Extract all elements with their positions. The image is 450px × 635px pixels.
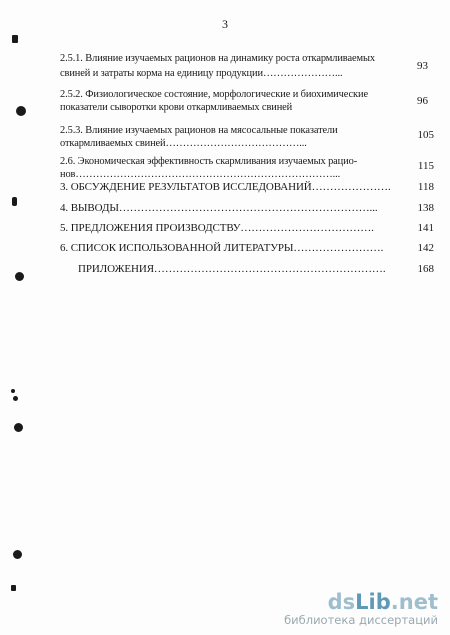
scan-mark — [13, 550, 22, 559]
toc-page-5: 141 — [417, 222, 434, 234]
toc-page-3: 118 — [417, 181, 434, 193]
toc-entry-2-5-1-line1: 2.5.1. Влияние изучаемых рационов на динамику роста откармливаемых — [60, 53, 375, 64]
toc-entry-3: 3. ОБСУЖДЕНИЕ РЕЗУЛЬТАТОВ ИССЛЕДОВАНИЙ…………………. — [60, 181, 391, 193]
toc-entry-2-5-1-line2: свиней и затраты корма на единицу продукции…………………... — [60, 68, 343, 79]
scan-mark — [13, 396, 18, 401]
watermark-tagline: библиотека диссертаций — [284, 613, 438, 627]
scan-mark — [16, 106, 26, 116]
toc-entry-2-6-line1: 2.6. Экономическая эффективность скармливания изучаемых рацио- — [60, 156, 358, 167]
toc-entry-2-5-2-line2: показатели сыворотки крови откармливаемых свиней — [60, 102, 293, 113]
scan-mark — [12, 35, 18, 43]
toc-entry-6: 6. СПИСОК ИСПОЛЬЗОВАННОЙ ЛИТЕРАТУРЫ……………………. — [60, 242, 384, 254]
scan-mark — [11, 389, 15, 393]
toc-entry-appendices: ПРИЛОЖЕНИЯ………………………………………………………. — [78, 263, 386, 275]
scan-mark — [15, 272, 24, 281]
toc-entry-2-5-3-line2: откармливаемых свиней…………………………………... — [60, 138, 307, 149]
toc-page-2-5-3: 105 — [417, 129, 434, 141]
scan-mark — [12, 197, 17, 206]
watermark — [284, 591, 438, 627]
toc-entry-2-5-3-line1: 2.5.3. Влияние изучаемых рационов на мясосальные показатели — [60, 125, 338, 136]
page-number: 3 — [222, 17, 228, 31]
toc-entry-2-6-line2: нов…………………………………………………………………... — [60, 169, 341, 180]
toc-page-2-5-1: 93 — [417, 60, 428, 72]
scan-mark — [11, 585, 16, 591]
toc-entry-5: 5. ПРЕДЛОЖЕНИЯ ПРОИЗВОДСТВУ………………………………. — [60, 222, 374, 234]
toc-entry-2-5-2-line1: 2.5.2. Физиологическое состояние, морфологические и биохимические — [60, 89, 368, 100]
toc-page-2-5-2: 96 — [417, 95, 428, 107]
scan-mark — [14, 423, 23, 432]
watermark-logo: dsLib.net — [327, 590, 438, 614]
toc-page-appendices: 168 — [417, 263, 434, 275]
toc-page-2-6: 115 — [417, 160, 434, 172]
toc-page-6: 142 — [417, 242, 434, 254]
toc-page-4: 138 — [417, 202, 434, 214]
toc-entry-4: 4. ВЫВОДЫ……………………………………………………………... — [60, 202, 378, 214]
